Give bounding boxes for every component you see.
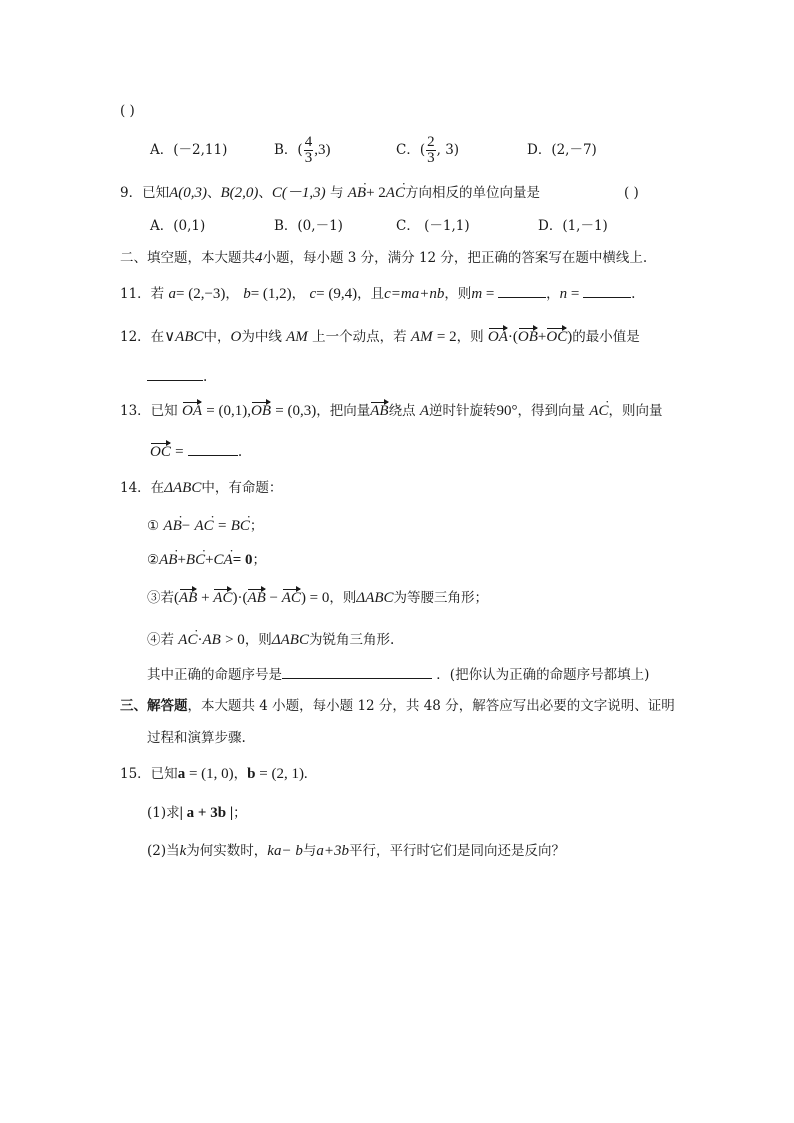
q11-b-value: = (1,2) bbox=[250, 286, 292, 302]
q15-number: 15．已知 bbox=[120, 766, 178, 782]
q12-dot: · bbox=[507, 329, 513, 345]
sec2-head: 二、填空题，本大题共 bbox=[120, 250, 255, 266]
sec2-count: 4 bbox=[255, 250, 263, 266]
q12-t5: 的最小值是 bbox=[572, 329, 640, 345]
q15-part-2 bbox=[147, 841, 565, 861]
q12-t3: 上一个动点，若 bbox=[312, 329, 407, 345]
q14-p4-no: ④若 bbox=[147, 632, 174, 648]
q14-p4-ab: AB bbox=[202, 632, 221, 648]
q8-opt-c-pre: C．( bbox=[396, 142, 426, 158]
q9-point-c: C(－1,3) bbox=[271, 185, 326, 201]
q8-opt-c-fraction bbox=[426, 135, 436, 166]
section-3-heading bbox=[120, 696, 675, 716]
q14-p2-eq: = 0 bbox=[232, 552, 253, 568]
q13-vec-ob: OB bbox=[250, 403, 271, 419]
q11-a: a bbox=[168, 286, 176, 302]
q12-am: AM bbox=[286, 329, 308, 345]
q14-p4-triangle: ΔABC bbox=[271, 632, 309, 648]
q14-p4-then: ，则 bbox=[244, 632, 272, 648]
q9-point-b: B(2,0) bbox=[220, 185, 259, 201]
q8-option-d: D．(2,－7) bbox=[527, 142, 597, 158]
q13-stem bbox=[120, 401, 663, 421]
q14-p1-ac: · AC bbox=[195, 516, 214, 536]
q11-c-value: = (9,4) bbox=[316, 286, 358, 302]
q14-p4-ac: · AC bbox=[178, 630, 197, 650]
section-3-heading-line2: 过程和演算步骤. bbox=[147, 730, 246, 746]
q14-p1-ab: · AB bbox=[163, 516, 181, 536]
q14-p3-no: ③若 bbox=[147, 590, 174, 606]
q13-vec-ac: · AC bbox=[589, 401, 608, 421]
q12-answer-blank[interactable] bbox=[147, 366, 203, 381]
q14-triangle: ΔABC bbox=[164, 480, 202, 496]
q13-t5: ，则向量 bbox=[608, 403, 663, 419]
q14-number: 14．在 bbox=[120, 480, 165, 496]
q14-p2-plus2: + bbox=[205, 552, 214, 568]
q13-t2: 绕点 bbox=[388, 403, 416, 419]
q15-comma: ， bbox=[233, 766, 248, 782]
q9-text2: 与 bbox=[329, 185, 344, 201]
q14-p1-end: ； bbox=[249, 518, 264, 534]
q14-p3-mid: )·( bbox=[232, 590, 248, 606]
q15-stem bbox=[120, 764, 308, 784]
q9-option-c: C． (－1,1) bbox=[396, 218, 470, 234]
q14-p3-ab1: AB bbox=[179, 590, 198, 606]
q12-t2: 为中线 bbox=[241, 329, 282, 345]
q11-n: n bbox=[559, 286, 568, 302]
q9-bracket: ( ) bbox=[624, 185, 639, 201]
q15-p2-t2: 与 bbox=[302, 843, 317, 859]
section-2-heading bbox=[120, 248, 647, 268]
q14-answer-blank[interactable] bbox=[282, 664, 432, 679]
q12-plus: + bbox=[537, 329, 547, 345]
q15-k: k bbox=[179, 843, 187, 859]
q13-t3: 逆时针旋转 bbox=[429, 403, 497, 419]
q13-answer-blank[interactable] bbox=[188, 441, 238, 456]
q9-vec-ac: · AC bbox=[386, 183, 405, 203]
q14-ans-post: ．(把你认为正确的命题序号都填上) bbox=[436, 667, 650, 683]
q9-option-a: A．(0,1) bbox=[150, 218, 206, 234]
q15-p2-t3: 平行，平行时它们是同向还是反向？ bbox=[348, 843, 565, 859]
sec3-rest: ，本大题共 4 小题，每小题 12 分，共 48 分，解答应写出必要的文字说明、证明 bbox=[187, 698, 675, 714]
q11-a-value: = (2,−3) bbox=[175, 286, 226, 302]
q8-opt-c-post: , 3) bbox=[436, 142, 460, 158]
q15-a-value: = (1, 0) bbox=[185, 766, 234, 782]
q12-stem: 12．在∨ABC中，O为中线 AM 上一个动点，若 AM = 2，则 OA·(OB+OC)的最小值是 bbox=[120, 329, 640, 345]
q11-eq-m: = bbox=[482, 286, 499, 302]
q13-vec-ab: AB bbox=[370, 403, 389, 419]
q14-p2-bc: · BC bbox=[186, 550, 205, 570]
q14-p2-no: ② bbox=[147, 552, 160, 568]
q11-c: c bbox=[309, 286, 317, 302]
q9-number: 9． bbox=[120, 185, 143, 201]
q8-opt-c-num: 2 bbox=[427, 134, 435, 150]
q14-p1-eq: = bbox=[217, 518, 227, 534]
q14-p1-minus: − bbox=[181, 518, 191, 534]
q14-p1-bc: · BC bbox=[231, 516, 250, 536]
q13-vec-oc: OC bbox=[150, 444, 171, 460]
q13-eq: = bbox=[175, 444, 184, 460]
q14-p3-plus: + bbox=[197, 590, 214, 606]
q12-t4: ，则 bbox=[456, 329, 484, 345]
q11-eq-n: = bbox=[567, 286, 584, 302]
q13-t1: ，把向量 bbox=[316, 403, 371, 419]
q9-text3: 方向相反的单位向量是 bbox=[404, 185, 540, 201]
q12-answer-line: . bbox=[147, 366, 207, 387]
q14-p2-end: ； bbox=[252, 552, 267, 568]
q14-p4-gt: > 0 bbox=[225, 632, 245, 648]
q14-p3-ac2: AC bbox=[281, 590, 301, 606]
q15-part-1 bbox=[147, 803, 247, 823]
q9-sep2: 、 bbox=[258, 185, 272, 201]
q15-p1-end: ； bbox=[233, 805, 247, 821]
q13-ob-value: = (0,3) bbox=[275, 403, 317, 419]
q8-option-a: A．(－2,11) bbox=[150, 142, 228, 158]
q8-opt-b-num: 4 bbox=[304, 134, 313, 150]
q8-opt-b-den: 3 bbox=[304, 150, 313, 166]
q13-vec-oa: OA bbox=[181, 403, 202, 419]
q13-t4: ，得到向量 bbox=[517, 403, 586, 419]
q11-answer-n-blank[interactable] bbox=[583, 283, 631, 298]
q11-stem: 11．若 a= (2,−3)， b= (1,2)， c= (9,4)，且c=ma+nb，则m = ，n = . bbox=[120, 283, 635, 304]
q15-p2-t1: 为何实数时， bbox=[186, 843, 268, 859]
q14-p3-minus: − bbox=[265, 590, 282, 606]
q14-ans-pre: 其中正确的命题序号是 bbox=[147, 667, 282, 683]
sec2-rest: 小题，每小题 3 分，满分 12 分，把正确的答案写在题中横线上. bbox=[262, 250, 648, 266]
q14-answer-line bbox=[147, 664, 649, 685]
sec3-head: 三、解答题 bbox=[120, 698, 188, 714]
q14-p3-then: ，则 bbox=[329, 590, 357, 606]
q9-option-d: D．(1,－1) bbox=[538, 218, 608, 234]
q9-point-a: A(0,3) bbox=[169, 185, 207, 201]
q14-p3-tail: ) = 0 bbox=[300, 590, 330, 606]
q9-sep1: 、 bbox=[207, 185, 221, 201]
q13-number: 13．已知 bbox=[120, 403, 178, 419]
q13-oa-value: = (0,1), bbox=[206, 403, 251, 419]
q15-p2: (2)当 bbox=[147, 843, 180, 859]
q15-p1: (1)求 bbox=[147, 805, 180, 821]
q12-o: O bbox=[230, 329, 242, 345]
q14-stem bbox=[120, 478, 282, 498]
q8-opt-b-pre: B．( bbox=[274, 142, 303, 158]
q14-p2-plus1: + bbox=[177, 552, 186, 568]
q12-number: 12．在 bbox=[120, 329, 165, 345]
q8-option-c bbox=[396, 130, 459, 170]
q14-proposition-2 bbox=[147, 550, 266, 570]
q14-p3-end: 为等腰三角形； bbox=[393, 590, 489, 606]
q12-t1: 中， bbox=[203, 329, 231, 345]
q14-p3-triangle: ΔABC bbox=[356, 590, 394, 606]
q12-triangle: ∨ABC bbox=[164, 329, 204, 345]
q11-mid: ，且 bbox=[357, 286, 385, 302]
q11-equation: c=ma+nb bbox=[384, 286, 445, 302]
q11-number: 11．若 bbox=[120, 286, 165, 302]
q9-option-b: B．(0,－1) bbox=[274, 218, 343, 234]
q14-proposition-4 bbox=[147, 630, 394, 650]
q15-kab: ka− b bbox=[267, 843, 303, 859]
q14-p3-ab2: AB bbox=[247, 590, 266, 606]
q13-point-a: A bbox=[419, 403, 430, 419]
q9-plus: + 2 bbox=[366, 185, 386, 201]
q15-p1-expr: | a + 3b | bbox=[179, 805, 234, 821]
q15-a3b: a+3b bbox=[316, 843, 349, 859]
q14-p1-no: ① bbox=[147, 518, 160, 534]
q9-stem bbox=[120, 183, 540, 203]
q14-p2-ca: · CA bbox=[214, 550, 233, 570]
q14-p2-ab: · AB bbox=[159, 550, 177, 570]
q8-option-b bbox=[274, 130, 330, 170]
q14-p3-open: ( bbox=[174, 590, 179, 606]
q12-vec-oc: OC bbox=[546, 329, 568, 345]
q14-p4-dot: · bbox=[197, 632, 203, 648]
q14-t1: 中，有命题： bbox=[201, 480, 283, 496]
q15-b: b bbox=[247, 766, 256, 782]
q11-m: m bbox=[471, 286, 483, 302]
q8-bracket: ( ) bbox=[120, 103, 135, 119]
q9-vec-ab: · AB bbox=[348, 183, 366, 203]
q12-eq2: = 2 bbox=[436, 329, 457, 345]
q11-then: ，则 bbox=[444, 286, 472, 302]
q9-text1: 已知 bbox=[142, 185, 170, 201]
q13-answer-line: OC = . bbox=[150, 441, 242, 462]
q11-answer-m-blank[interactable] bbox=[498, 283, 546, 298]
q8-opt-b-post: ,3) bbox=[314, 142, 331, 158]
q12-vec-ob: OB bbox=[517, 329, 538, 345]
q15-a: a bbox=[177, 766, 186, 782]
q12-am2: AM bbox=[410, 329, 433, 345]
q8-opt-c-den: 3 bbox=[427, 150, 435, 166]
q11-b: b bbox=[243, 286, 251, 302]
q14-p3-ac1: AC bbox=[213, 590, 233, 606]
q12-vec-oa: OA bbox=[487, 329, 508, 345]
q14-proposition-1 bbox=[147, 516, 263, 536]
q13-degree: 90° bbox=[496, 403, 518, 419]
q14-p4-end: 为锐角三角形. bbox=[308, 632, 395, 648]
q15-b-value: = (2, 1). bbox=[255, 766, 308, 782]
q14-proposition-3 bbox=[147, 588, 488, 608]
q8-opt-b-fraction bbox=[304, 135, 314, 166]
